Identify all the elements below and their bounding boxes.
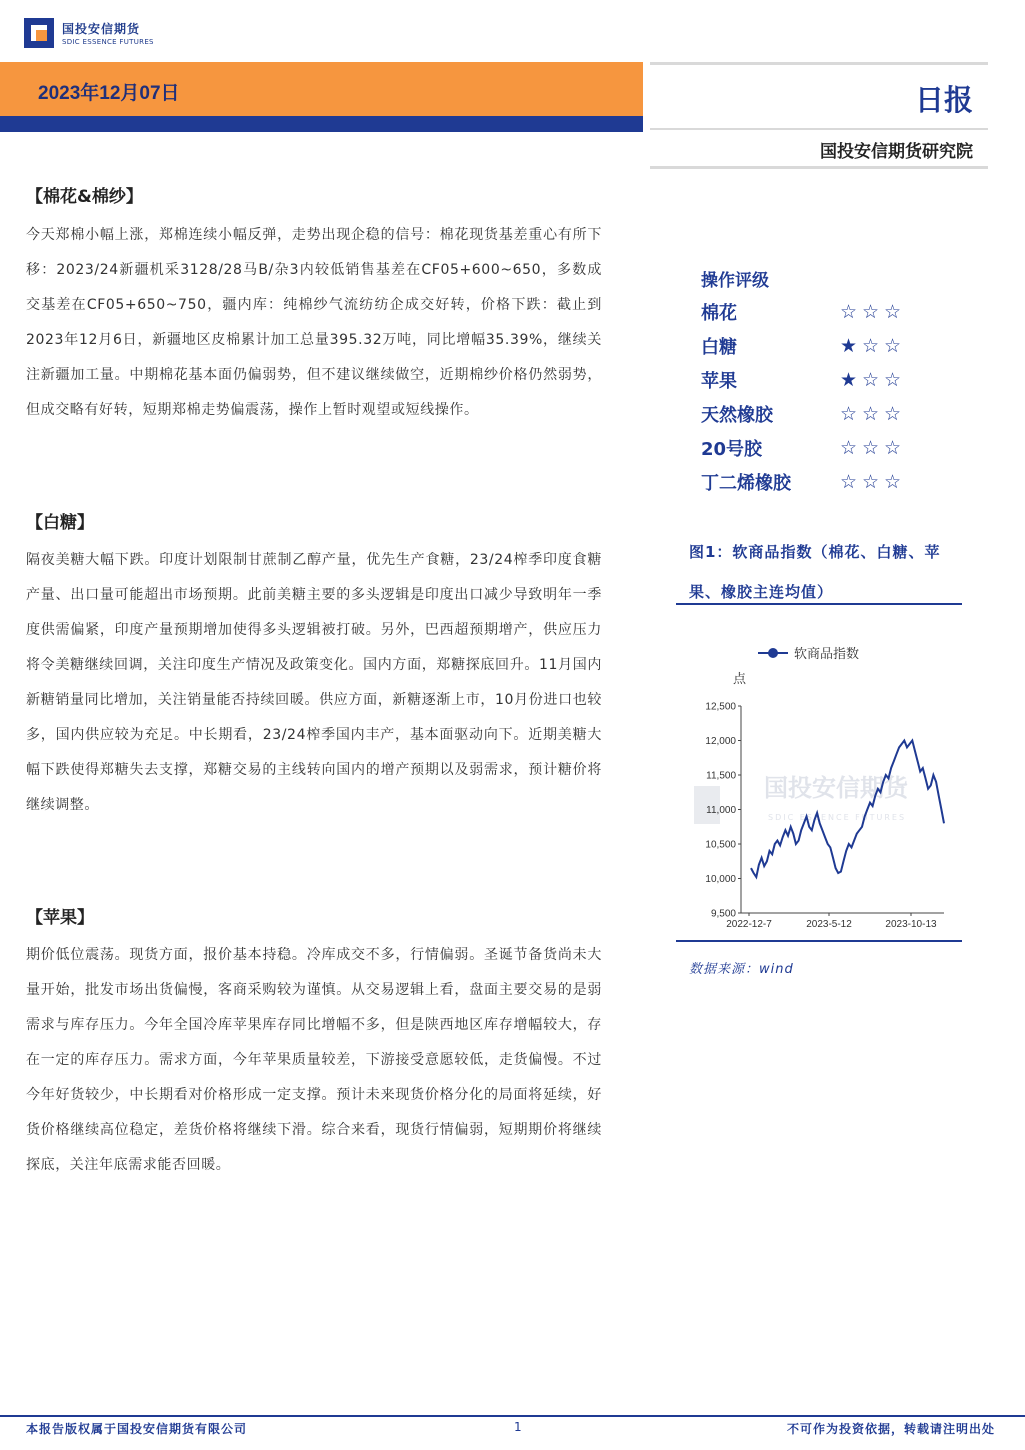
legend-marker [768, 648, 778, 658]
star-empty-icon: ☆ [883, 301, 903, 323]
star-empty-icon: ☆ [839, 437, 859, 459]
y-tick-label: 11,000 [706, 805, 736, 816]
figure-top-rule [676, 603, 962, 605]
page-number: 1 [514, 1420, 522, 1434]
rating-row [701, 401, 961, 435]
star-empty-icon: ☆ [861, 403, 881, 425]
x-tick-label: 2023-5-12 [806, 919, 852, 930]
figure-caption: 图1：软商品指数（棉花、白糖、苹果、橡胶主连均值） [689, 543, 941, 601]
series-line [751, 741, 944, 878]
x-tick-label: 2022-12-7 [726, 919, 772, 930]
footer-rule [0, 1415, 1025, 1417]
watermark-text-en: SDIC ESSENCE FUTURES [768, 813, 907, 822]
rating-row [701, 367, 961, 401]
star-empty-icon: ☆ [861, 301, 881, 323]
section-title-apple: 【苹果】 [26, 908, 94, 928]
rating-row [701, 435, 961, 469]
header-underline [0, 116, 643, 132]
company-logo [24, 14, 174, 54]
watermark-text: 国投安信期货 [764, 774, 908, 802]
star-empty-icon: ☆ [883, 335, 903, 357]
star-empty-icon: ☆ [839, 471, 859, 493]
report-type: 日报 [914, 83, 973, 117]
section-text-sugar: 隔夜美糖大幅下跌。印度计划限制甘蔗制乙醇产量，优先生产食糖，23/24榨季印度食糖产量、出口量可能超出市场预期。此前美糖主要的多头逻辑是印度出口减少导致明年一季度供需偏紧，印度产量预期增加使得多头逻辑被打破。另外，巴西超预期增产，供应压力将令美糖继续回调，关注印度生产情况及政策变化。国内方面，郑糖探底回升。11月国内新糖销量同比增加，关注销量能否持续回暖。供应方面，新糖逐渐上市，10月份进口也较多，国内供应较为充足。中长期看，23/24榨季国内丰产，基本面驱动向下。近期美糖大幅下跌使得郑糖失去支撑，郑糖交易的主线转向国内的增产预期以及弱需求，预计糖价将继续调整。 [26, 552, 602, 813]
line-chart [676, 606, 962, 940]
rating-stars [838, 471, 904, 493]
star-empty-icon: ☆ [839, 301, 859, 323]
rating-row [701, 469, 961, 503]
logo-text-cn: 国投安信期货 [62, 22, 141, 36]
rating-row [701, 299, 961, 333]
figure-bottom-rule [676, 940, 962, 942]
star-empty-icon: ☆ [861, 437, 881, 459]
section-title-cotton: 【棉花&棉纱】 [26, 187, 143, 207]
logo-icon [24, 18, 54, 48]
rating-stars [838, 437, 904, 459]
report-date: 2023年12月07日 [38, 83, 180, 104]
section-text-cotton: 今天郑棉小幅上涨，郑棉连续小幅反弹，走势出现企稳的信号：棉花现货基差重心有所下移：2023/24新疆机采3128/28马B/杂3内较低销售基差在CF05+600~650，多数成交基差在CF05+650~750，疆内库：纯棉纱气流纺纺企成交好转，价格下跌：截止到2023年12月6日，新疆地区皮棉累计加工总量395.32万吨，同比增幅35.39%，继续关注新疆加工量。中期棉花基本面仍偏弱势，但不建议继续做空，近期棉纱价格仍然弱势，但成交略有好转，短期郑棉走势偏震荡，操作上暂时观望或短线操作。 [26, 227, 602, 418]
star-empty-icon: ☆ [883, 369, 903, 391]
star-empty-icon: ☆ [883, 471, 903, 493]
divider [650, 62, 988, 65]
star-filled-icon: ★ [839, 369, 859, 391]
institute-name: 国投安信期货研究院 [820, 142, 973, 162]
star-empty-icon: ☆ [883, 437, 903, 459]
rating-stars [838, 369, 904, 391]
y-tick-label: 10,500 [705, 839, 736, 851]
rating-name: 天然橡胶 [701, 405, 773, 426]
rating-name: 苹果 [701, 371, 737, 392]
rating-name: 丁二烯橡胶 [701, 473, 791, 494]
rating-name: 棉花 [701, 303, 737, 324]
y-tick-label: 12,500 [705, 701, 736, 713]
star-empty-icon: ☆ [883, 403, 903, 425]
logo-text-en: SDIC ESSENCE FUTURES [62, 38, 154, 46]
star-filled-icon: ★ [839, 335, 859, 357]
section-title-sugar: 【白糖】 [26, 513, 94, 533]
y-tick-label: 9,500 [710, 908, 736, 920]
x-tick-label: 2023-10-13 [885, 919, 937, 930]
footer-disclaimer: 不可作为投资依据，转载请注明出处 [786, 1422, 995, 1436]
divider [650, 128, 988, 130]
y-tick-label: 12,000 [705, 736, 736, 747]
figure-source: 数据来源：wind [689, 962, 794, 977]
star-empty-icon: ☆ [861, 335, 881, 357]
section-text-apple: 期价低位震荡。现货方面，报价基本持稳。冷库成交不多，行情偏弱。圣诞节备货尚未大量开始，批发市场出货偏慢，客商采购较为谨慎。从交易逻辑上看，盘面主要交易的是弱需求与库存压力。今年全国冷库苹果库存同比增幅不多，但是陕西地区库存增幅较大，存在一定的库存压力。需求方面，今年苹果质量较差，下游接受意愿较低，走货偏慢。不过今年好货较少，中长期看对价格形成一定支撑。预计未来现货价格分化的局面将延续，好货价格继续高位稳定，差货价格将继续下滑。综合来看，现货行情偏弱，短期期价将继续探底，关注年底需求能否回暖。 [26, 947, 602, 1173]
y-tick-label: 10,000 [705, 874, 736, 885]
footer-copyright: 本报告版权属于国投安信期货有限公司 [26, 1422, 248, 1436]
rating-stars [838, 301, 904, 323]
rating-stars [838, 403, 904, 425]
rating-name: 20号胶 [701, 439, 763, 460]
legend-label: 软商品指数 [794, 647, 860, 662]
y-axis-label: 点 [733, 672, 747, 687]
rating-name: 白糖 [701, 337, 737, 358]
y-tick-label: 11,500 [706, 770, 736, 782]
star-empty-icon: ☆ [839, 403, 859, 425]
divider [650, 166, 988, 169]
rating-title: 操作评级 [701, 271, 769, 291]
rating-stars [838, 335, 904, 357]
star-empty-icon: ☆ [861, 369, 881, 391]
star-empty-icon: ☆ [861, 471, 881, 493]
rating-row [701, 333, 961, 367]
